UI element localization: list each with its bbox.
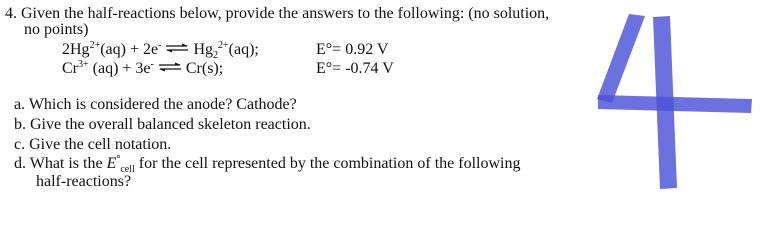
question-heading: 4. Given the half-reactions below, provide the answers to the following: (no solution,	[5, 5, 550, 22]
reactant-rest: (aq) + 3e	[88, 60, 151, 77]
part-d-cont: half-reactions?	[36, 173, 132, 190]
part-d-text: d. What is the	[14, 155, 107, 172]
reactant-species: 2Hg	[62, 41, 90, 58]
product-species: Hg	[193, 41, 213, 58]
degree-symbol: °	[116, 154, 121, 165]
cell-subscript: cell	[120, 164, 135, 175]
product-species: Cr(s);	[185, 60, 224, 77]
electron-charge: -	[158, 40, 162, 51]
charge-superscript: 2+	[218, 40, 229, 51]
charge-superscript: 3+	[78, 59, 89, 70]
question-heading-cont: no points)	[24, 21, 89, 38]
part-c: c. Give the cell notation.	[14, 136, 172, 153]
potential-1: E°= 0.92 V	[316, 41, 389, 58]
charge-superscript: 2+	[89, 40, 101, 51]
electron-charge: -	[150, 59, 154, 70]
reactant-rest: (aq) + 2e	[100, 41, 159, 58]
part-a: a. Which is considered the anode? Cathode?	[14, 96, 297, 113]
e-symbol: E	[106, 155, 117, 172]
potential-2: E°= -0.74 V	[316, 60, 394, 77]
subscript: 2	[213, 50, 218, 61]
product-rest: (aq);	[228, 41, 259, 58]
part-d-text-rest: for the cell represented by the combination of the following	[134, 155, 521, 172]
part-b: b. Give the overall balanced skeleton reaction.	[14, 116, 311, 133]
reactant-species: Cr	[62, 60, 78, 77]
